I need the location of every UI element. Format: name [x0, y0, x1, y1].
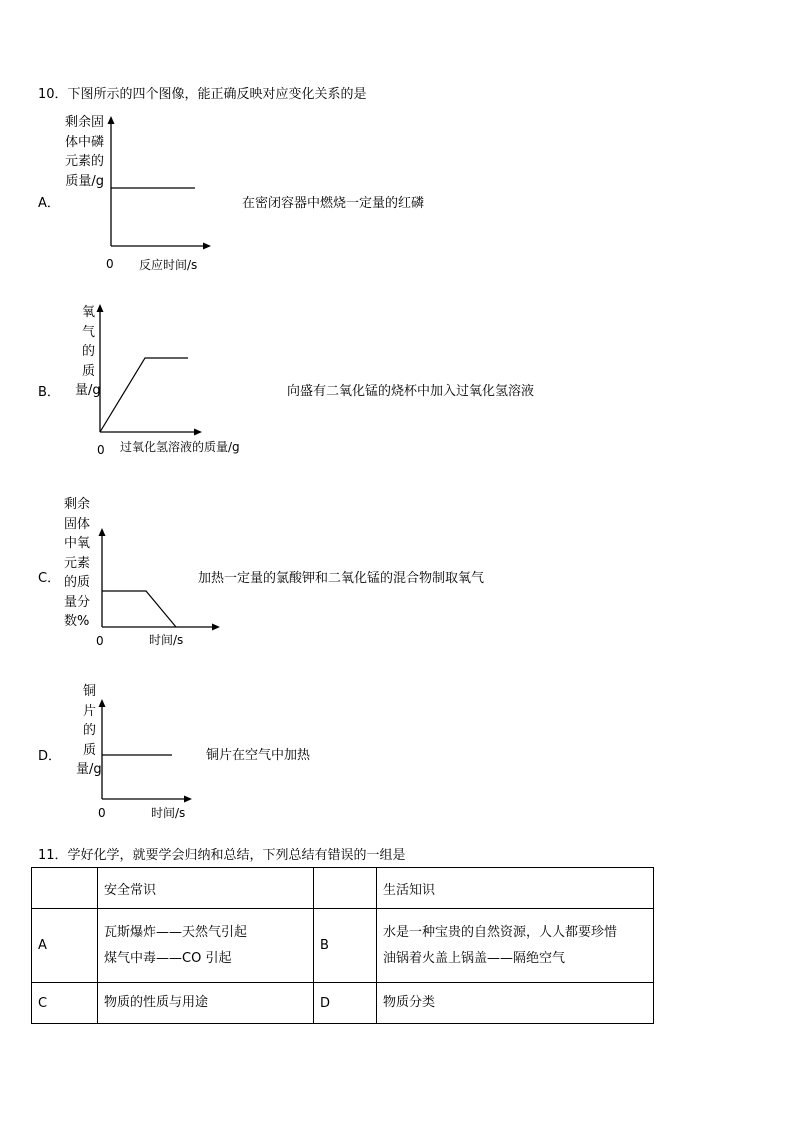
- option-a-letter: A．: [38, 196, 60, 211]
- option-d-graph: [88, 693, 208, 823]
- header-cell: [32, 868, 98, 909]
- option-c-letter: C．: [38, 571, 61, 586]
- option-a-description: 在密闭容器中燃烧一定量的红磷: [242, 196, 425, 211]
- option-b-letter: B．: [38, 385, 60, 400]
- row-content-cell: [98, 909, 314, 983]
- summary-table: [31, 867, 654, 1024]
- option-d-description: 铜片在空气中加热: [206, 748, 311, 763]
- row-key-cell: A: [32, 909, 98, 983]
- row-content-cell: [377, 983, 654, 1024]
- option-d-ylabel: 铜片的质量/g: [76, 684, 102, 777]
- question-11-title: 11．学好化学，就要学会归纳和总结，下列总结有错误的一组是: [38, 848, 406, 863]
- table-row: [32, 983, 654, 1024]
- curve: [102, 591, 176, 627]
- y-axis-arrow: [108, 116, 115, 124]
- table-header-row: [32, 868, 654, 909]
- x-axis-label: 时间/s: [149, 633, 184, 647]
- row-content-cell: [377, 909, 654, 983]
- x-axis-label: 反应时间/s: [139, 258, 198, 272]
- header-cell: 生活知识: [377, 868, 654, 909]
- cell-line: 物质的性质与用途: [104, 995, 209, 1010]
- origin-label: 0: [98, 806, 106, 820]
- y-axis-arrow: [99, 699, 106, 707]
- cell-line: 物质分类: [383, 995, 436, 1010]
- option-c-description: 加热一定量的氯酸钾和二氧化锰的混合物制取氧气: [198, 571, 485, 586]
- row-key-cell: C: [32, 983, 98, 1024]
- option-a-ylabel: 剩余固体中磷元素的质量/g: [64, 115, 104, 189]
- x-axis-arrow: [184, 796, 192, 803]
- x-axis-arrow: [194, 429, 202, 436]
- origin-label: 0: [97, 443, 105, 457]
- option-c-graph: [88, 522, 228, 652]
- cell-line: 油锅着火盖上锅盖——隔绝空气: [383, 950, 566, 966]
- cell-line: 瓦斯爆炸——天然气引起: [104, 924, 248, 940]
- question-10-title: 10．下图所示的四个图像，能正确反映对应变化关系的是: [38, 87, 367, 102]
- x-axis-arrow: [212, 624, 220, 631]
- option-b-ylabel: 氧气的质量/g: [75, 305, 101, 398]
- option-b-graph: [85, 298, 285, 463]
- cell-line: 煤气中毒——CO 引起: [104, 950, 232, 966]
- row-content-cell: [98, 983, 314, 1024]
- row-key-cell: B: [314, 909, 377, 983]
- header-cell: [314, 868, 377, 909]
- cell-line: 水是一种宝贵的自然资源，人人都要珍惜: [383, 924, 618, 940]
- y-axis-arrow: [99, 528, 106, 536]
- x-axis-arrow: [203, 243, 211, 250]
- origin-label: 0: [106, 257, 114, 271]
- option-b-description: 向盛有二氧化锰的烧杯中加入过氧化氢溶液: [287, 384, 535, 399]
- option-d-letter: D．: [38, 749, 62, 764]
- option-a-graph: [95, 110, 225, 275]
- option-c-ylabel: 剩余固体中氧元素的质量分数%: [64, 497, 91, 629]
- curve: [100, 358, 188, 432]
- header-cell: 安全常识: [98, 868, 314, 909]
- row-key-cell: D: [314, 983, 377, 1024]
- origin-label: 0: [96, 634, 104, 648]
- y-axis-arrow: [97, 304, 104, 312]
- x-axis-label: 时间/s: [151, 806, 186, 820]
- table-row: [32, 909, 654, 983]
- x-axis-label: 过氧化氢溶液的质量/g: [120, 440, 240, 454]
